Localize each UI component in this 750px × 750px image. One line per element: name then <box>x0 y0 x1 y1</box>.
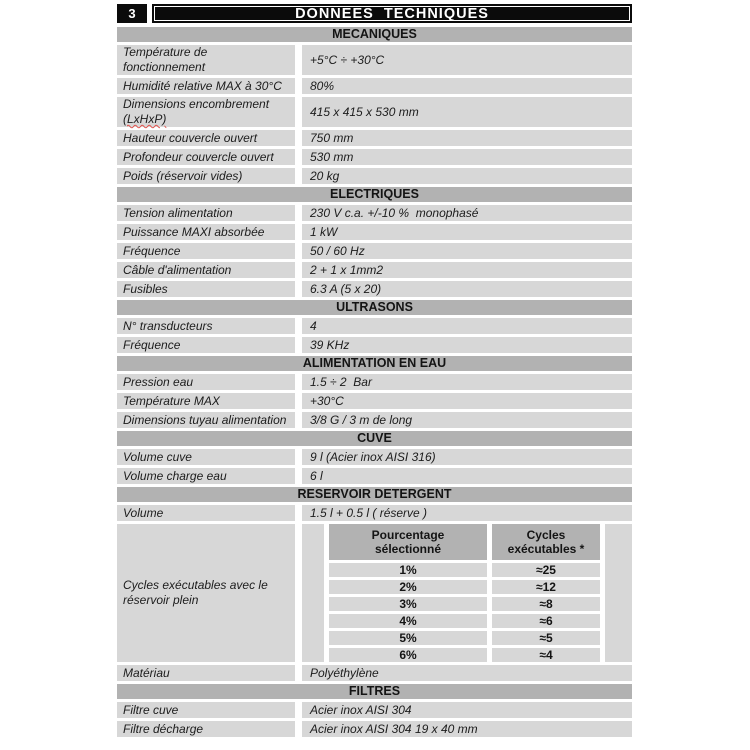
spec-table <box>117 27 632 737</box>
cycles-right-filler <box>605 524 632 662</box>
spec-row <box>117 665 632 681</box>
spec-label <box>117 505 295 521</box>
spec-label <box>117 702 295 718</box>
spec-label <box>117 97 295 127</box>
spec-label-line: Fusibles <box>123 281 168 296</box>
spec-label-line: Dimensions tuyau alimentation <box>123 412 287 427</box>
spec-label-line: Température MAX <box>123 393 220 408</box>
spec-value: 20 kg <box>302 168 632 184</box>
spec-label <box>117 168 295 184</box>
spec-row <box>117 374 632 390</box>
spec-label <box>117 243 295 259</box>
spec-value: 6 l <box>302 468 632 484</box>
cycles-area <box>302 524 632 662</box>
spec-label-line: Volume <box>123 505 164 520</box>
spec-label <box>117 337 295 353</box>
spec-value: 39 KHz <box>302 337 632 353</box>
cycles-percent-cell: 1% <box>329 563 487 577</box>
section-header: RESERVOIR DETERGENT <box>117 487 632 502</box>
spec-label-line: Profondeur couvercle ouvert <box>123 149 274 164</box>
spec-row <box>117 149 632 165</box>
page-header <box>117 4 632 23</box>
spec-label-line: Volume cuve <box>123 449 192 464</box>
spec-label <box>117 468 295 484</box>
spec-value: 1.5 l + 0.5 l ( réserve ) <box>302 505 632 521</box>
spec-value: 415 x 415 x 530 mm <box>302 97 632 127</box>
spec-row <box>117 505 632 521</box>
section-header: CUVE <box>117 431 632 446</box>
spec-label-line: Humidité relative MAX à 30°C <box>123 78 282 93</box>
spec-label-line: fonctionnement <box>123 60 206 74</box>
cycles-count-cell: ≈6 <box>492 614 600 628</box>
spec-value: 530 mm <box>302 149 632 165</box>
section-header: ALIMENTATION EN EAU <box>117 356 632 371</box>
spec-value: 1.5 ÷ 2 Bar <box>302 374 632 390</box>
spec-label <box>117 149 295 165</box>
spec-row <box>117 318 632 334</box>
cycles-count-cell: ≈25 <box>492 563 600 577</box>
spec-value: 2 + 1 x 1mm2 <box>302 262 632 278</box>
spec-label-line: (LxHxP) <box>123 112 167 126</box>
spec-row <box>117 224 632 240</box>
spec-row <box>117 281 632 297</box>
spec-label <box>117 318 295 334</box>
spec-label-line: Filtre cuve <box>123 702 179 717</box>
spec-label <box>117 524 295 662</box>
spec-label-line: Poids (réservoir vides) <box>123 168 243 183</box>
technical-data-page <box>117 4 632 740</box>
cycles-header-line: exécutables * <box>507 542 585 556</box>
spec-value: Polyéthylène <box>302 665 632 681</box>
spec-value: 80% <box>302 78 632 94</box>
spec-label-line: Fréquence <box>123 243 181 258</box>
cycles-header-line: Cycles <box>526 528 566 542</box>
spec-row <box>117 78 632 94</box>
spec-label-line: Dimensions encombrement <box>123 97 270 111</box>
spec-value: Acier inox AISI 304 <box>302 702 632 718</box>
spec-value: +30°C <box>302 393 632 409</box>
spec-label <box>117 205 295 221</box>
spec-row <box>117 393 632 409</box>
spec-row <box>117 205 632 221</box>
chapter-number: 3 <box>117 4 147 23</box>
spec-label <box>117 130 295 146</box>
spec-label <box>117 262 295 278</box>
section-header: MECANIQUES <box>117 27 632 42</box>
spec-value: 750 mm <box>302 130 632 146</box>
spec-value: +5°C ÷ +30°C <box>302 45 632 75</box>
spec-row <box>117 45 632 75</box>
spec-row <box>117 412 632 428</box>
spec-label-line: Tension alimentation <box>123 205 233 220</box>
cycles-header-line: sélectionné <box>374 542 442 556</box>
cycles-percent-cell: 2% <box>329 580 487 594</box>
spec-value: 3/8 G / 3 m de long <box>302 412 632 428</box>
spec-label-line: Filtre décharge <box>123 721 204 736</box>
spec-label-line: Câble d'alimentation <box>123 262 232 277</box>
spec-label <box>117 224 295 240</box>
spec-row <box>117 468 632 484</box>
spec-row <box>117 130 632 146</box>
cycles-count-cell: ≈12 <box>492 580 600 594</box>
page-title: DONNEES TECHNIQUES <box>152 4 632 23</box>
spec-row <box>117 97 632 127</box>
section-header: ULTRASONS <box>117 300 632 315</box>
spec-label <box>117 665 295 681</box>
spec-label <box>117 281 295 297</box>
spec-label-line: Matériau <box>123 665 170 680</box>
spec-row <box>117 168 632 184</box>
spec-value: 9 l (Acier inox AISI 316) <box>302 449 632 465</box>
cycles-header-cell <box>492 524 600 560</box>
spec-label-line: N° transducteurs <box>123 318 213 333</box>
spec-value: 4 <box>302 318 632 334</box>
spec-label-line: Hauteur couvercle ouvert <box>123 130 258 145</box>
spec-label-line: Volume charge eau <box>123 468 227 483</box>
spec-row-cycles <box>117 524 632 662</box>
spec-value: 230 V c.a. +/-10 % monophasé <box>302 205 632 221</box>
cycles-percent-cell: 3% <box>329 597 487 611</box>
spec-label-line: Fréquence <box>123 337 181 352</box>
spec-label <box>117 78 295 94</box>
cycles-count-cell: ≈5 <box>492 631 600 645</box>
spec-row <box>117 337 632 353</box>
spec-label <box>117 393 295 409</box>
spec-value: 6.3 A (5 x 20) <box>302 281 632 297</box>
spec-row <box>117 449 632 465</box>
cycles-percent-cell: 5% <box>329 631 487 645</box>
spec-label-line: Pression eau <box>123 374 194 389</box>
cycles-header-line: Pourcentage <box>371 528 445 542</box>
spec-label <box>117 412 295 428</box>
spec-label-line: Température de <box>123 45 208 59</box>
spec-value: Acier inox AISI 304 19 x 40 mm <box>302 721 632 737</box>
spec-label <box>117 721 295 737</box>
cycles-percent-cell: 4% <box>329 614 487 628</box>
spec-row <box>117 721 632 737</box>
section-header: FILTRES <box>117 684 632 699</box>
spec-row <box>117 702 632 718</box>
section-header: ELECTRIQUES <box>117 187 632 202</box>
cycles-count-cell: ≈8 <box>492 597 600 611</box>
spec-row <box>117 243 632 259</box>
spec-label <box>117 45 295 75</box>
spec-label-line: réservoir plein <box>123 593 199 607</box>
cycles-percent-cell: 6% <box>329 648 487 662</box>
spec-value: 1 kW <box>302 224 632 240</box>
cycles-left-filler <box>302 524 324 662</box>
spec-row <box>117 262 632 278</box>
cycles-count-cell: ≈4 <box>492 648 600 662</box>
spec-label-line: Puissance MAXI absorbée <box>123 224 265 239</box>
cycles-header-cell <box>329 524 487 560</box>
spec-label-line: Cycles exécutables avec le <box>123 578 268 592</box>
spec-label <box>117 449 295 465</box>
cycles-table <box>329 524 600 662</box>
spec-value: 50 / 60 Hz <box>302 243 632 259</box>
spec-label <box>117 374 295 390</box>
